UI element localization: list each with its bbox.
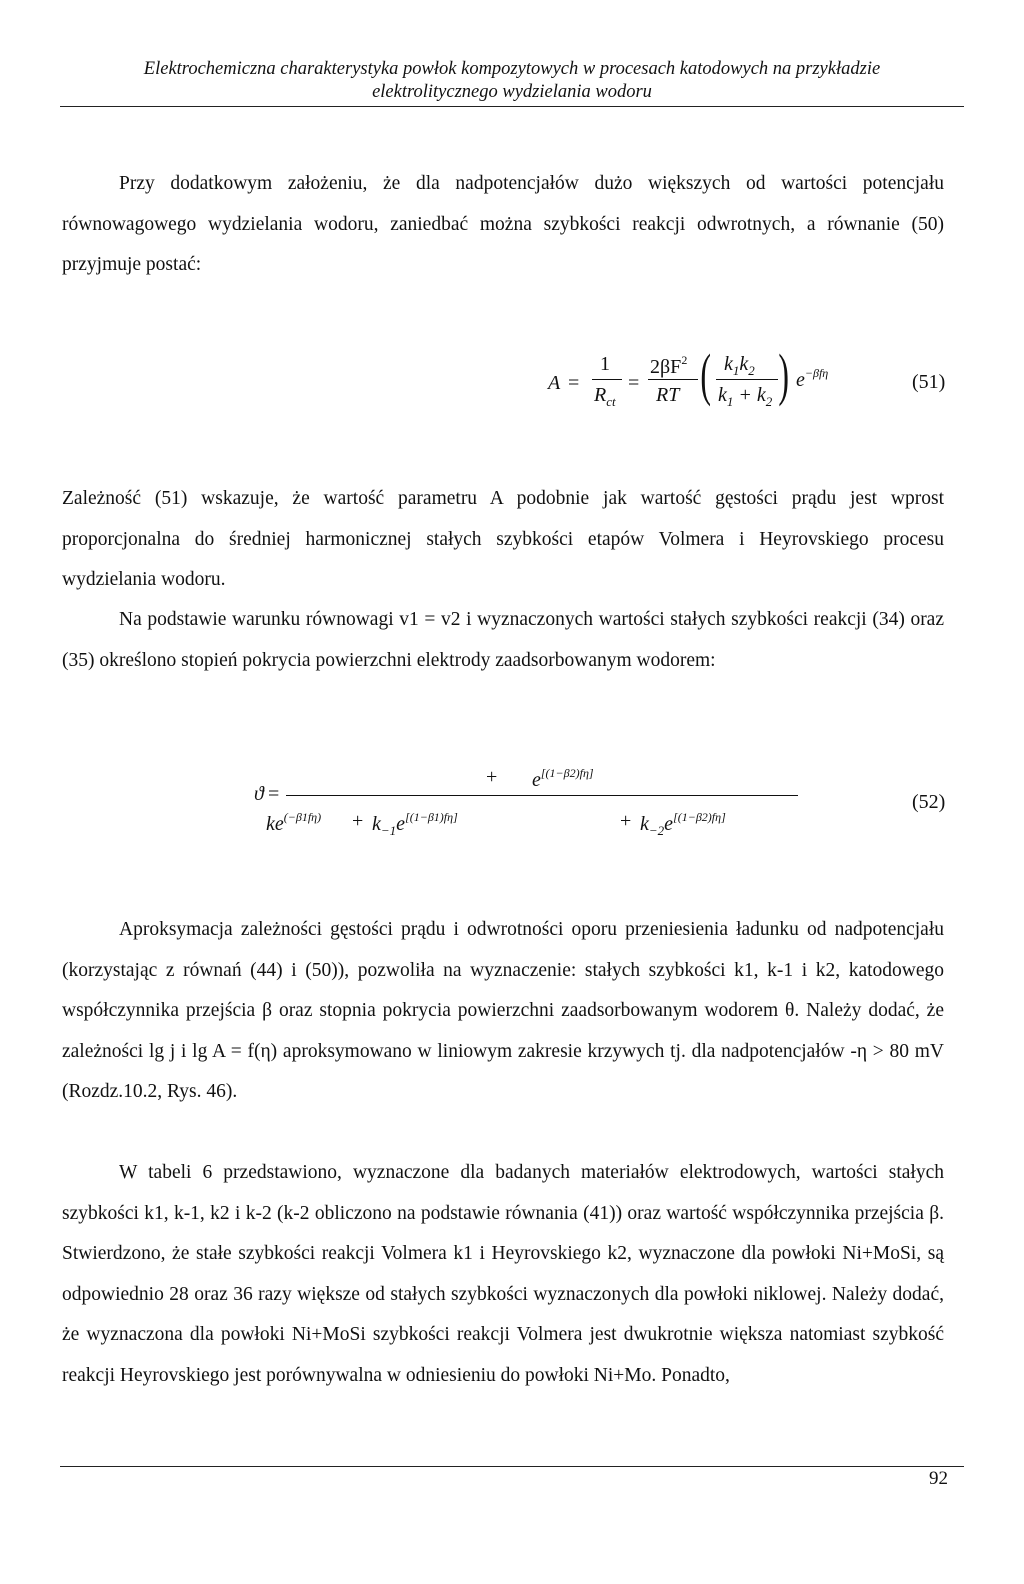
eq52-den-e1: e [274,813,284,835]
eq52-top-exp [532,766,594,792]
eq51-num2-text: 2βF [650,356,682,378]
eq52-den-term1 [266,810,321,836]
eq51-k-a-sub: 1 [732,363,740,378]
eq52-den-term3 [640,810,726,839]
eq51-k-c-sub: 1 [726,394,734,409]
paragraph-3: Na podstawie warunku równowagi v1 = v2 i wyznaczonych wartości stałych szybkości reakcji (34) oraz (35) określono stopień pokrycia powierzchni elektrody zaadsorbowanym wodorem: [62,609,944,671]
eq51-rct [594,384,616,410]
eq52-den-k: k [266,813,275,835]
running-header [60,58,964,104]
eq52-top-plus: + [486,766,498,788]
eq51-k1k2 [724,353,755,379]
eq51-number: (51) [912,371,946,393]
eq52-den-km1-sub: −1 [380,823,397,838]
eq51-num2-sup: 2 [681,353,688,367]
paragraph-2 [62,479,944,601]
eq52-den-e3: e [664,813,674,835]
eq52-top-e: e [532,769,541,791]
eq52-den-term2 [372,810,458,839]
eq51-one: 1 [600,353,610,375]
eq51-k-b-sub: 2 [748,363,755,378]
eq52-den-plus2: + [620,810,632,832]
eq51-k-b: k [739,353,749,375]
eq52-den-km2-sub: −2 [648,823,665,838]
eq51-left-paren: ( [700,342,711,407]
eq51-k1-plus-k2 [718,384,772,410]
eq51-exp-e: e [796,369,805,391]
eq51-rt: RT [656,384,680,406]
eq52-den-exp1: (−β1fη) [283,810,322,824]
eq51-k-c: k [718,384,727,406]
eq51-lhs: A [548,372,561,394]
paragraph-2-text: Zależność (51) wskazuje, że wartość parametru A podobnie jak wartość gęstości prądu jest wprost proporcjonalna do średniej harmonicznej stałych szybkości etapów Volmera i Heyrovskiego procesu wydzielania wodoru. [62,488,944,590]
paragraph-1: Przy dodatkowym założeniu, że dla nadpotencjałów dużo większych od wartości potencjału równowagowego wydzielania wodoru, zaniedbać można szybkości reakcji odwrotnych, a równanie (50) przyjmuje postać: [62,173,944,275]
header-line-1: Elektrochemiczna charakterystyka powłok kompozytowych w procesach katodowych na przykładzie [143,59,881,79]
footer-rule [60,1466,964,1467]
eq52-den-exp3: [(1−β2)fη] [673,810,726,824]
eq51-k-a: k [724,353,733,375]
eq51-exp-sup: −βfη [804,366,829,380]
eq52-den-km1: k [372,813,381,835]
paragraph-4: Aproksymacja zależności gęstości prądu i odwrotności oporu przeniesienia ładunku od nadpotencjału (korzystając z równań (44) i (50)), pozwoliła na wyznaczenie: stałych szybkości k1, k-1 i k2, katodowego współczynnika przejścia β oraz stopnia pokrycia powierzchni zaadsorbowanym wodorem θ. Należy dodać, że zależności lg j i lg A = f(η) aproksymowano w liniowym zakresie krzywych tj. dla nadpotencjałów -η > 80 mV (Rozdz.10.2, Rys. 46). [62,919,944,1102]
header-line-2: elektrolitycznego wydzielania wodoru [372,82,652,102]
eq51-frac-line-3 [716,379,778,380]
eq51-equals-2: = [628,372,640,394]
eq51-exp [796,366,828,392]
eq51-frac-line-1 [592,379,622,380]
eq51-right-paren: ) [778,342,789,407]
eq51-equals-1: = [568,372,580,394]
eq52-den-e2: e [396,813,406,835]
eq52-number: (52) [912,791,946,813]
eq51-num2 [650,353,687,379]
eq52-lhs: ϑ [254,783,264,805]
paragraph-5: W tabeli 6 przedstawiono, wyznaczone dla badanych materiałów elektrodowych, wartości stałych szybkości k1, k-1, k2 i k-2 (k-2 obliczono na podstawie równania (41)) oraz wartość współczynnika przejścia β. Stwierdzono, że stałe szybkości reakcji Volmera k1 i Heyrovskiego k2, wyznaczone dla powłoki Ni+MoSi, są odpowiednio 28 oraz 36 razy większe od stałych szybkości wyznaczonych dla powłoki niklowej. Należy dodać, że wyznaczona dla powłoki Ni+MoSi szybkości reakcji Volmera jest dwukrotnie większa natomiast szybkość reakcji Heyrovskiego jest porównywalna w odniesieniu do powłoki Ni+Mo. Ponadto, [62,1162,944,1386]
eq51-k-d-sub: 2 [765,394,773,409]
eq52-top-exp-sup: [(1−β2)fη] [540,766,594,780]
eq51-k-d: k [756,384,766,406]
eq51-rct-symbol: R [594,384,607,406]
header-rule [60,106,964,107]
eq52-den-exp2: [(1−β1)fη] [405,810,458,824]
eq51-frac-line-2 [648,379,698,380]
eq52-frac-line [286,795,798,796]
eq51-plus: + [738,384,752,406]
eq52-den-plus1: + [352,810,364,832]
eq51-rct-sub: ct [606,394,616,409]
eq52-den-km2: k [640,813,649,835]
page-number: 92 [929,1468,948,1489]
eq52-equals: = [268,783,280,805]
